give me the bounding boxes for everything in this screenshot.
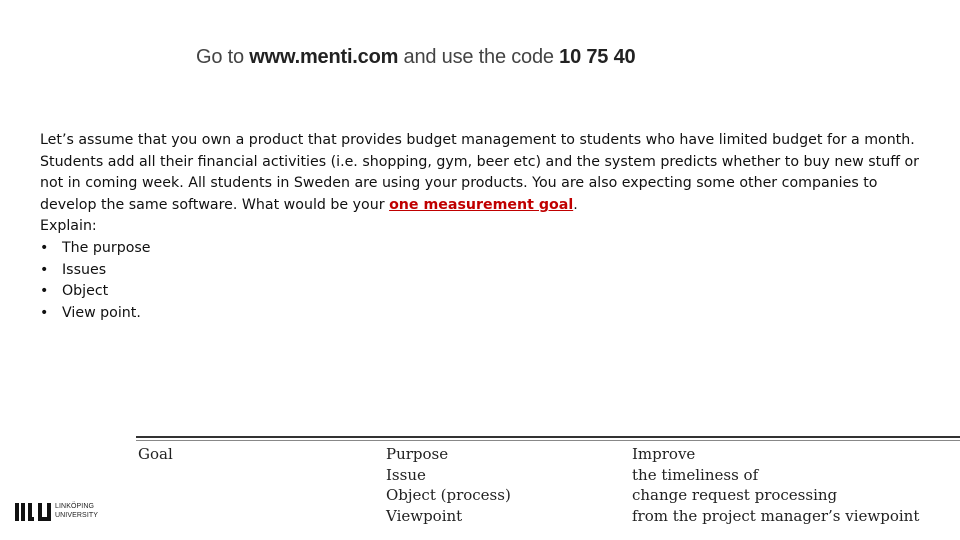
table-second-rule bbox=[136, 440, 960, 441]
explain-item-viewpoint: • View point. bbox=[40, 303, 920, 325]
university-logo bbox=[14, 500, 104, 526]
goal-values-column bbox=[632, 444, 919, 526]
menti-url[interactable]: www.menti.com bbox=[249, 46, 399, 68]
goal-value-purpose: Improve bbox=[632, 445, 696, 463]
logo-line-2: UNIVERSITY bbox=[55, 512, 99, 519]
goal-labels-column bbox=[386, 444, 511, 526]
goal-label-issue: Issue bbox=[386, 465, 426, 484]
scenario-paragraph bbox=[40, 130, 920, 216]
explain-label: Explain: bbox=[40, 218, 97, 235]
goal-label-purpose: Purpose bbox=[386, 445, 449, 463]
explain-item-purpose: • The purpose bbox=[40, 238, 920, 260]
goal-label-object: Object (process) bbox=[386, 486, 511, 504]
logo-wordmark bbox=[55, 502, 105, 520]
goal-heading: Goal bbox=[138, 445, 173, 463]
goal-value-issue: the timeliness of bbox=[632, 465, 759, 484]
table-top-rule bbox=[136, 436, 960, 438]
goal-value-viewpoint: from the project manager’s viewpoint bbox=[632, 506, 920, 525]
menti-instruction bbox=[196, 46, 756, 76]
scenario-end: . bbox=[573, 196, 578, 213]
liu-logo-icon bbox=[14, 501, 54, 523]
goal-column bbox=[138, 444, 173, 465]
scenario-text: Let’s assume that you own a product that provides budget management to students who have limited budget for a month. Students add all their financial activities (i.e. shopping, gym, beer etc) and the system predicts whether to buy new stuff or not in coming week. All students in Sweden are using your products. You are also expecting some other companies to develop the same software. What would be your bbox=[40, 132, 919, 213]
measurement-goal-highlight: one measurement goal bbox=[389, 196, 574, 213]
explain-list bbox=[40, 238, 920, 324]
goal-table-scan bbox=[136, 436, 960, 532]
explain-item-issues: • Issues bbox=[40, 260, 920, 282]
scenario-text-block bbox=[40, 130, 920, 324]
menti-code: 10 75 40 bbox=[559, 46, 636, 68]
logo-line-1: LINKÖPING bbox=[55, 503, 95, 510]
goal-label-viewpoint: Viewpoint bbox=[386, 506, 463, 525]
goal-value-object: change request processing bbox=[632, 486, 838, 504]
menti-middle: and use the code bbox=[398, 46, 560, 68]
explain-item-object: • Object bbox=[40, 281, 920, 303]
menti-prefix: Go to bbox=[196, 46, 250, 68]
